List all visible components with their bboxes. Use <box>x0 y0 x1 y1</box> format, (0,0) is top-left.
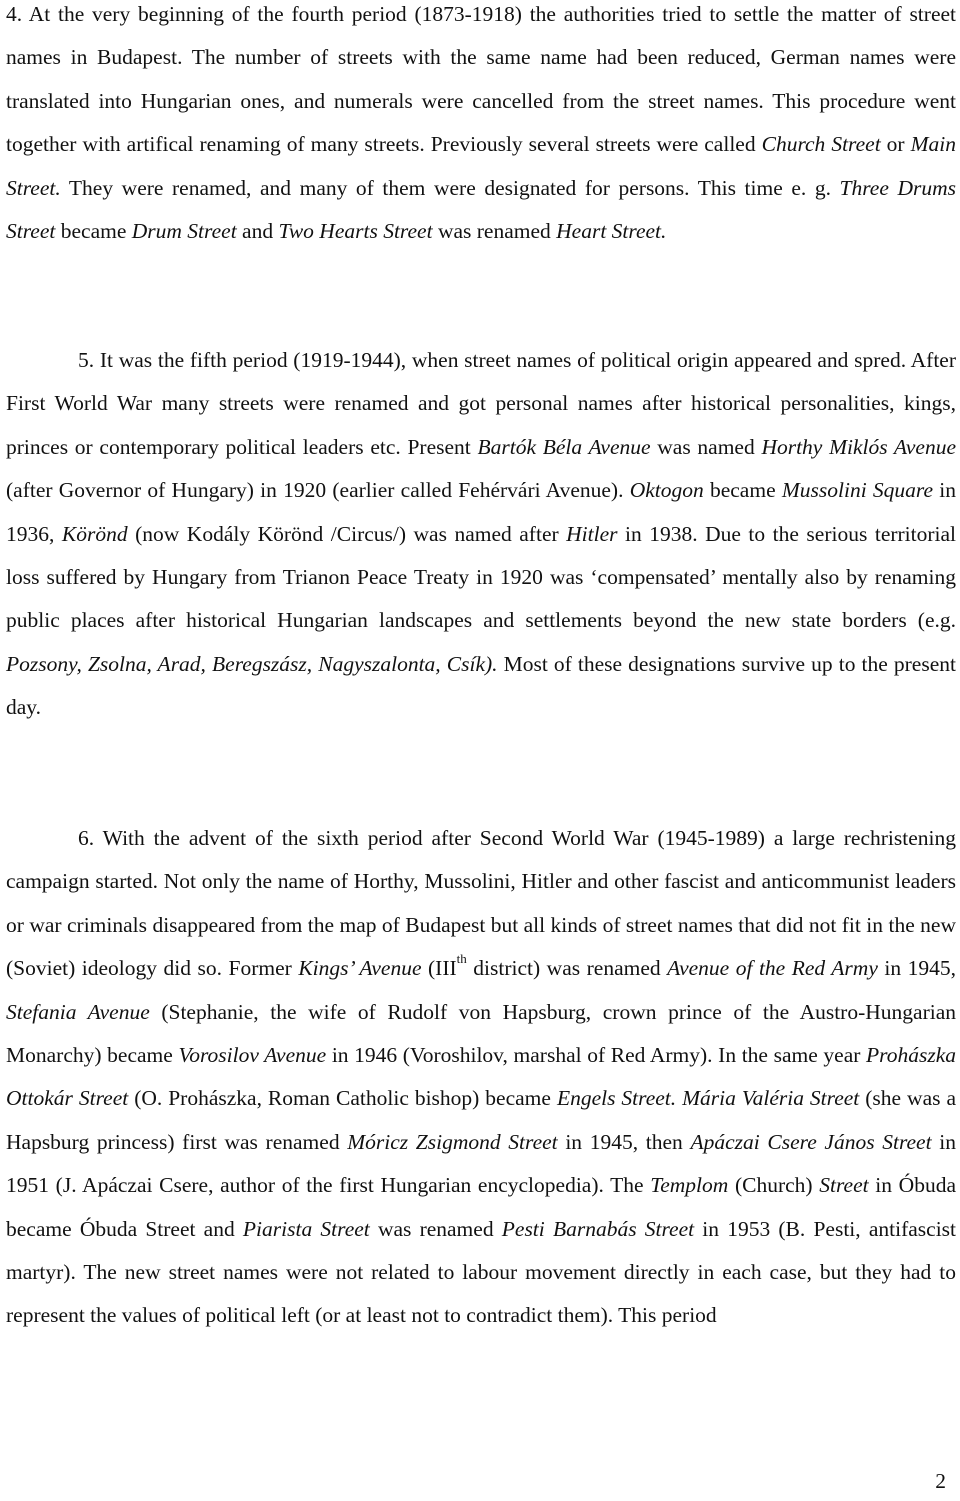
ordinal-superscript: th <box>456 951 467 967</box>
italic-street-name: Street <box>819 1173 869 1198</box>
italic-street-name: Engels Street. Mária Valéria Street <box>556 1086 860 1111</box>
text-run: or <box>880 132 911 157</box>
italic-street-name: Piarista Street <box>242 1216 370 1241</box>
italic-street-name: Pozsony, Zsolna, Arad, Beregszász, Nagyszalonta, Csík). <box>6 651 498 676</box>
text-run: 6. With the advent of the sixth period after Second World War (1945-1989) a large rechristening campaign started. Not only the name of Horthy, Mussolini, Hitler and other fascist and anticommunist leaders or war criminals disappeared from the map of Budapest but all kinds of street names that did not fit in the new (Soviet) ideology did so. Former <box>6 826 956 981</box>
italic-street-name: Horthy Miklós Avenue <box>761 434 956 459</box>
italic-street-name: Kings’ Avenue <box>298 956 422 981</box>
text-run: in 1945, then <box>557 1129 691 1154</box>
italic-street-name: Heart Street. <box>556 219 667 244</box>
italic-street-name: Pesti Barnabás Street <box>501 1216 695 1241</box>
text-run: (she was a Hapsburg princess) first was renamed <box>6 1086 956 1154</box>
italic-street-name: Main Street. <box>6 132 956 200</box>
page-number: 2 <box>935 1469 946 1493</box>
text-run: was renamed <box>369 1216 502 1241</box>
text-run: in Óbuda became Óbuda Street and <box>6 1173 956 1241</box>
italic-street-name: Church Street <box>761 132 881 157</box>
text-run: 4. At the very beginning of the fourth period (1873-1918) the authorities tried to settle the matter of street names in Budapest. The number of streets with the same name had been reduced, German names were translated into Hungarian ones, and numerals were cancelled from the street names. This procedure went together with artifical renaming of many streets. Previously several streets were called <box>6 2 956 157</box>
italic-street-name: Oktogon <box>629 478 704 503</box>
text-run: became <box>703 478 782 503</box>
text-run: They were renamed, and many of them were designated for persons. This time e. g. <box>60 175 840 200</box>
italic-street-name: Mussolini Square <box>781 478 934 503</box>
text-run: in 1936, <box>6 478 956 546</box>
text-run: (after Governor of Hungary) in 1920 (earlier called Fehérvári Avenue). <box>6 478 630 503</box>
italic-street-name: Móricz Zsigmond Street <box>347 1129 558 1154</box>
paragraph-fourth-period <box>6 0 956 253</box>
italic-street-name: Apáczai Csere János Street <box>690 1129 932 1154</box>
text-run: Most of these designations survive up to the present day. <box>6 651 956 720</box>
italic-street-name: Bartók Béla Avenue <box>477 434 651 459</box>
italic-street-name: Drum Street <box>131 219 237 244</box>
italic-street-name: Stefania Avenue <box>6 999 150 1024</box>
italic-street-name: Hitler <box>566 521 618 546</box>
text-run: in 1953 (B. Pesti, antifascist martyr). The new street names were not related to labour movement directly in each case, but they had to represent the values of political left (or at least not to contradict them). This period <box>6 1216 957 1328</box>
italic-street-name: Two Hearts Street <box>278 219 433 244</box>
italic-street-name: Vorosilov Avenue <box>178 1043 327 1068</box>
paragraph-sixth-period <box>6 817 956 1338</box>
paragraph-fifth-period <box>6 339 956 730</box>
text-run: became <box>55 219 132 244</box>
text-run: district) was renamed <box>466 956 668 981</box>
italic-street-name: Prohászka Ottokár Street <box>6 1043 957 1111</box>
text-run: in 1951 (J. Apáczai Csere, author of the first Hungarian encyclopedia). The <box>6 1129 956 1198</box>
italic-street-name: Körönd <box>61 521 128 546</box>
text-run: (III <box>421 956 457 981</box>
text-run: (Church) <box>728 1173 820 1198</box>
text-run: and <box>236 219 279 244</box>
text-run: in 1946 (Voroshilov, marshal of Red Army). In the same year <box>326 1043 867 1068</box>
text-run: in 1938. Due to the serious territorial loss suffered by Hungary from Trianon Peace Treaty in 1920 was ‘compensated’ mentally also by renaming public places after historical Hungarian landscapes and settlements beyond the new state borders (e.g. <box>6 521 957 633</box>
italic-street-name: Three Drums Street <box>6 175 956 244</box>
text-run: (O. Prohászka, Roman Catholic bishop) became <box>128 1086 557 1111</box>
italic-street-name: Templom <box>650 1173 729 1198</box>
text-run: (Stephanie, the wife of Rudolf von Hapsburg, crown prince of the Austro-Hungarian Monarchy) became <box>6 999 956 1068</box>
text-run: 5. It was the fifth period (1919-1944), when street names of political origin appeared and spred. After First World War many streets were renamed and got personal names after historical personalities, kings, princes or contemporary political leaders etc. Present <box>6 348 956 459</box>
text-run: was renamed <box>432 219 557 244</box>
text-run: (now Kodály Körönd /Circus/) was named after <box>127 521 567 546</box>
text-run: was named <box>650 434 762 459</box>
italic-street-name: Avenue of the Red Army <box>667 956 878 981</box>
text-run: in 1945, <box>877 956 956 981</box>
